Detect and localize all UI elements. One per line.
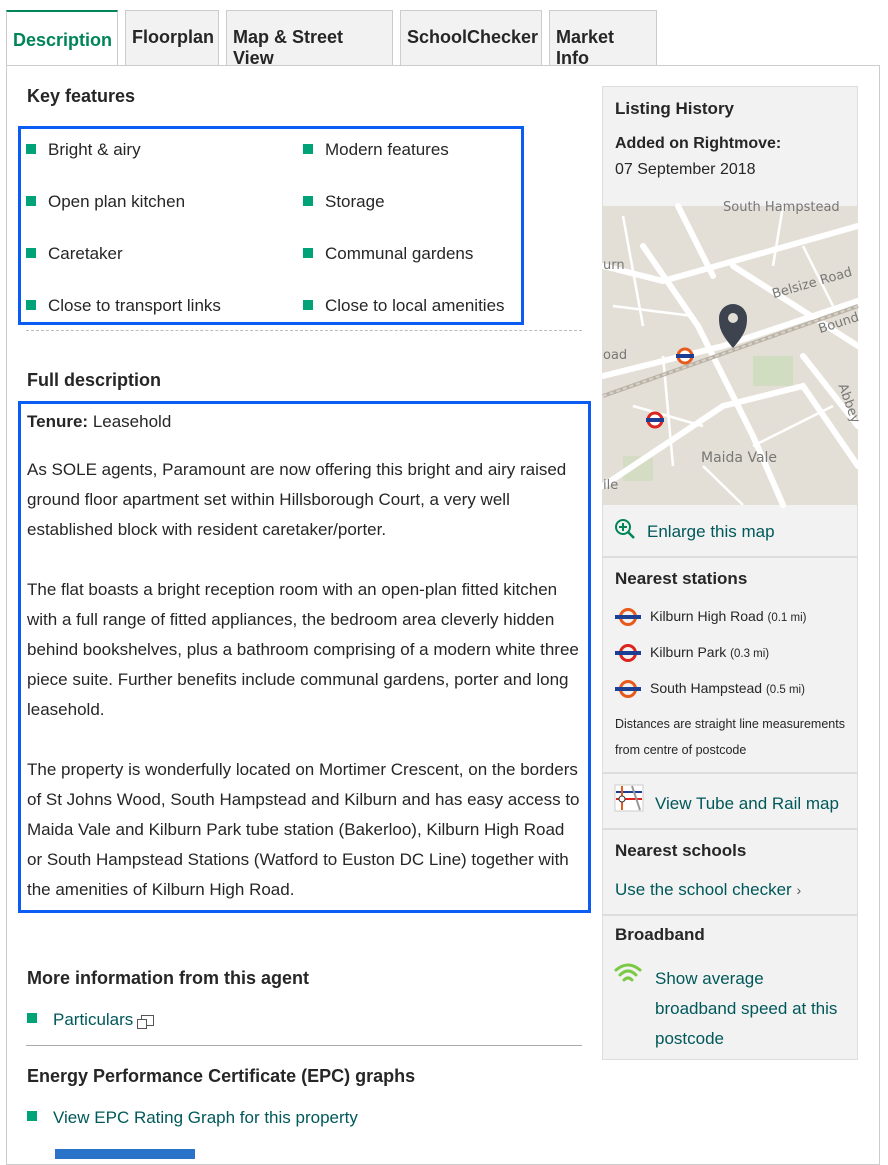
map-label: Maida Vale	[701, 450, 778, 466]
station-distance: (0.1 mi)	[767, 612, 807, 624]
station-distance: (0.3 mi)	[730, 648, 770, 660]
divider	[602, 914, 858, 916]
station-name: Kilburn High Road	[650, 608, 764, 624]
station-distance: (0.5 mi)	[765, 684, 805, 696]
divider	[26, 1045, 582, 1046]
map-label: oad	[603, 348, 628, 363]
school-checker-link[interactable]	[615, 880, 801, 900]
station-item	[615, 680, 805, 696]
overground-roundel-icon	[615, 608, 641, 626]
key-features-heading: Key features	[27, 86, 136, 106]
added-label: Added on Rightmove:	[615, 135, 782, 152]
tab-floorplan[interactable]: Floorplan	[125, 10, 219, 65]
description-paragraph: The flat boasts a bright reception room with an open-plan fitted kitchen with a full range of fitted appliances, the bedroom area cleverly hidden behind bookshelves, plus a bathroom comprising of a modern white three piece suite. Further benefits include communal gardens, porter and long leasehold.	[27, 580, 579, 719]
broadband-title: Broadband	[615, 925, 705, 944]
feature-item: Open plan kitchen	[26, 192, 185, 212]
map-label: South Hampstead	[723, 200, 840, 215]
particulars-label: Particulars	[53, 1010, 134, 1029]
tenure-label: Tenure:	[27, 412, 89, 431]
enlarge-map-link[interactable]: Enlarge this map	[647, 522, 775, 541]
map-label: Bound	[816, 309, 861, 338]
epc-graph-thumbnail[interactable]	[55, 1149, 195, 1159]
divider	[602, 772, 858, 774]
map-label: Belsize Road	[770, 264, 854, 303]
added-date: 07 September 2018	[615, 161, 756, 178]
map-label: ile	[603, 478, 619, 493]
tube-rail-map-link[interactable]: View Tube and Rail map	[655, 794, 839, 813]
tab-schoolchecker[interactable]: SchoolChecker	[400, 10, 542, 65]
divider	[26, 330, 582, 331]
listing-history-title: Listing History	[615, 99, 735, 118]
station-item	[615, 608, 807, 624]
full-description-heading: Full description	[27, 370, 162, 390]
epc-graph-link[interactable]: View EPC Rating Graph for this property	[27, 1108, 358, 1128]
epc-heading: Energy Performance Certificate (EPC) graphs	[27, 1066, 416, 1086]
tenure-value: Leasehold	[92, 412, 172, 431]
tab-description[interactable]: Description	[6, 10, 118, 66]
location-map[interactable]	[603, 200, 863, 505]
station-name: Kilburn Park	[650, 644, 727, 660]
tab-map-street-view[interactable]: Map & Street View	[226, 10, 393, 65]
particulars-link[interactable]	[27, 1010, 154, 1030]
zoom-in-icon	[614, 518, 636, 540]
station-name: South Hampstead	[650, 680, 763, 696]
feature-item: Bright & airy	[26, 140, 141, 160]
nearest-stations-title: Nearest stations	[615, 569, 748, 588]
divider	[602, 556, 858, 558]
overground-roundel-icon	[615, 680, 641, 698]
chevron-right-icon: ›	[796, 882, 802, 898]
feature-item: Close to local amenities	[303, 296, 505, 316]
feature-item: Caretaker	[26, 244, 123, 264]
more-info-heading: More information from this agent	[27, 968, 310, 988]
distance-note: Distances are straight line measurements from centre of postcode	[615, 717, 845, 757]
description-paragraph: The property is wonderfully located on Mortimer Crescent, on the borders of St Johns Wood, South Hampstead and Kilburn and has easy access to Maida Vale and Kilburn Park tube station (Bakerloo), Kilburn High Road or South Hampstead Stations (Watford to Euston DC Line) together with the amenities of Kilburn High Road.	[27, 760, 580, 899]
feature-item: Close to transport links	[26, 296, 221, 316]
feature-item: Modern features	[303, 140, 449, 160]
underground-roundel-icon	[615, 644, 641, 662]
nearest-schools-title: Nearest schools	[615, 841, 747, 860]
feature-item: Storage	[303, 192, 385, 212]
description-paragraph: As SOLE agents, Paramount are now offering this bright and airy raised ground floor apartment set within Hillsborough Court, a very well established block with resident caretaker/porter.	[27, 460, 567, 539]
map-label: urn	[603, 258, 625, 273]
external-window-icon	[141, 1015, 154, 1026]
feature-item: Communal gardens	[303, 244, 473, 264]
tenure	[27, 412, 171, 432]
tab-bar	[6, 10, 664, 68]
tab-market-info[interactable]: Market Info	[549, 10, 657, 65]
wifi-icon	[614, 962, 642, 986]
divider	[602, 828, 858, 830]
station-item	[615, 644, 769, 660]
broadband-speed-link[interactable]: Show average broadband speed at this postcode	[655, 969, 838, 1048]
map-label: Abbey	[834, 381, 863, 426]
tube-map-icon	[614, 784, 644, 812]
school-checker-label: Use the school checker	[615, 880, 792, 899]
